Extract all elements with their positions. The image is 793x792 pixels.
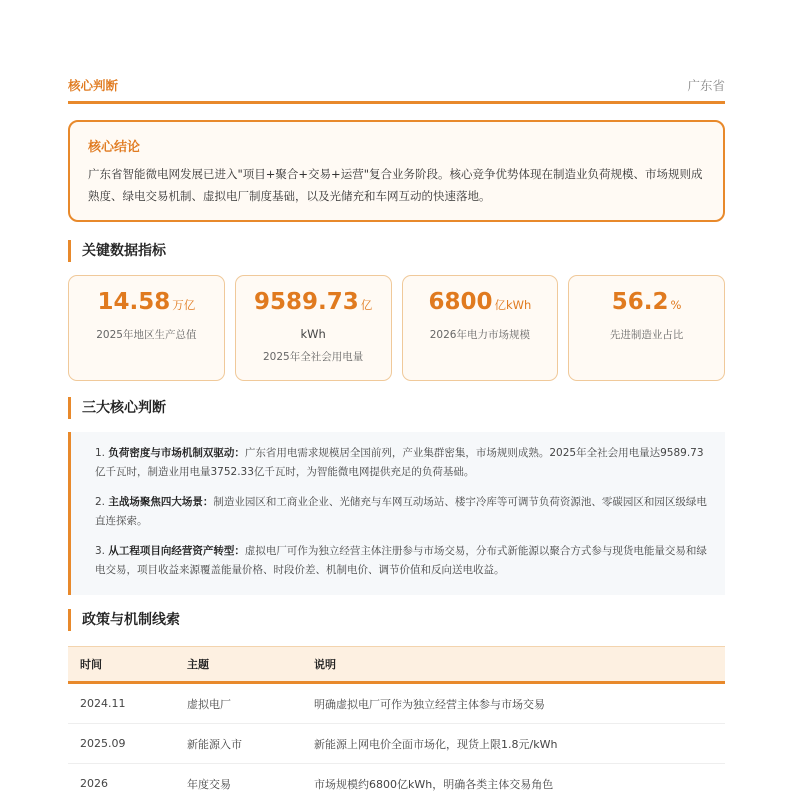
table-row: [68, 684, 725, 724]
metric-label: 2026年电力市场规模: [429, 329, 530, 341]
metric-value: 6800 亿kWh: [428, 289, 532, 315]
list-item: 3. 从工程项目向经营资产转型：虚拟电厂可作为独立经营主体注册参与市场交易，分布式新能源以聚合方式参与现货电能量交易和绿电交易，项目收益来源覆盖能量价格、时段价差、机制电价、调节价值和反向送电收益。: [95, 545, 707, 576]
judgment-title: 负荷密度与市场机制双驱动：: [108, 447, 245, 459]
judgment-text: 虚拟电厂可作为独立经营主体注册参与市场交易，分布式新能源以聚合方式参与现货电能量交易和绿电交易，项目收益来源覆盖能量价格、时段价差、机制电价、调节价值和反向送电收益。: [95, 545, 707, 576]
page-header: [68, 76, 725, 104]
metrics-grid: [68, 275, 725, 381]
metric-value: 14.58 万亿: [97, 289, 196, 315]
table-cell: 新能源上网电价全面市场化，现货上限1.8元/kWh: [314, 737, 558, 751]
table-cell: 明确虚拟电厂可作为独立经营主体参与市场交易: [314, 697, 545, 711]
metric-unit: 万亿: [172, 298, 196, 312]
policy-table: [68, 646, 725, 792]
column-header: 说明: [314, 658, 336, 671]
metric-unit: 亿kWh: [494, 298, 532, 312]
metric-label: 先进制造业占比: [609, 329, 684, 341]
metric-card: [568, 275, 725, 381]
judgment-title: 主战场聚焦四大场景：: [108, 496, 214, 508]
table-cell: 市场规模约6800亿kWh，明确各类主体交易角色: [314, 777, 554, 791]
table-cell: 年度交易: [187, 777, 231, 791]
table-row: [68, 724, 725, 764]
table-row: [68, 764, 725, 792]
judgments-list: [95, 444, 707, 579]
table-cell: 2026: [80, 777, 108, 790]
metrics-section-title: 关键数据指标: [68, 240, 166, 262]
list-item: 1. 负荷密度与市场机制双驱动：广东省用电需求规模居全国前列，产业集群密集，市场规则成熟。2025年全社会用电量达9589.73亿千瓦时，制造业用电量3752.33亿千瓦时，为智能微电网提供充足的负荷基础。: [95, 447, 704, 478]
metric-label: 2025年地区生产总值: [96, 329, 197, 341]
judgment-text: 制造业园区和工商业企业、光储充与车网互动场站、楼宇冷库等可调节负荷资源池、零碳园区和园区级绿电直连探索。: [95, 496, 707, 527]
table-cell: 2024.11: [80, 697, 126, 710]
judgment-text: 广东省用电需求规模居全国前列，产业集群密集，市场规则成熟。2025年全社会用电量达9589.73亿千瓦时，制造业用电量3752.33亿千瓦时，为智能微电网提供充足的负荷基础。: [95, 447, 704, 478]
core-conclusion-box: [68, 120, 725, 222]
judgments-box: [68, 432, 725, 595]
metric-unit: %: [670, 298, 682, 312]
page-title: 核心判断: [68, 78, 119, 93]
metric-card: [68, 275, 225, 381]
metric-unit-line2: kWh: [300, 327, 326, 341]
list-item: 2. 主战场聚焦四大场景：制造业园区和工商业企业、光储充与车网互动场站、楼宇冷库等可调节负荷资源池、零碳园区和园区级绿电直连探索。: [95, 496, 707, 527]
region-label: 广东省: [687, 78, 725, 93]
conclusion-body: 广东省智能微电网发展已进入"项目+聚合+交易+运营"复合业务阶段。核心竞争优势体现在制造业负荷规模、市场规则成熟度、绿电交易机制、虚拟电厂制度基础，以及光储充和车网互动的快速落地。: [88, 167, 703, 203]
metric-card: [235, 275, 392, 381]
column-header: 主题: [187, 658, 209, 671]
policy-section-title: 政策与机制线索: [68, 609, 180, 631]
metric-card: [402, 275, 559, 381]
judgment-title: 从工程项目向经营资产转型：: [108, 545, 245, 557]
column-header: 时间: [80, 658, 102, 671]
metric-label: 2025年全社会用电量: [263, 351, 364, 363]
conclusion-title: 核心结论: [88, 140, 141, 155]
judgments-section-title: 三大核心判断: [68, 397, 166, 419]
metric-unit: 亿: [360, 298, 373, 312]
metric-value: 56.2 %: [611, 289, 682, 315]
table-cell: 虚拟电厂: [187, 697, 231, 711]
metric-value: 9589.73 亿: [253, 289, 373, 315]
table-header: [68, 646, 725, 684]
table-cell: 2025.09: [80, 737, 126, 750]
table-cell: 新能源入市: [187, 737, 242, 751]
